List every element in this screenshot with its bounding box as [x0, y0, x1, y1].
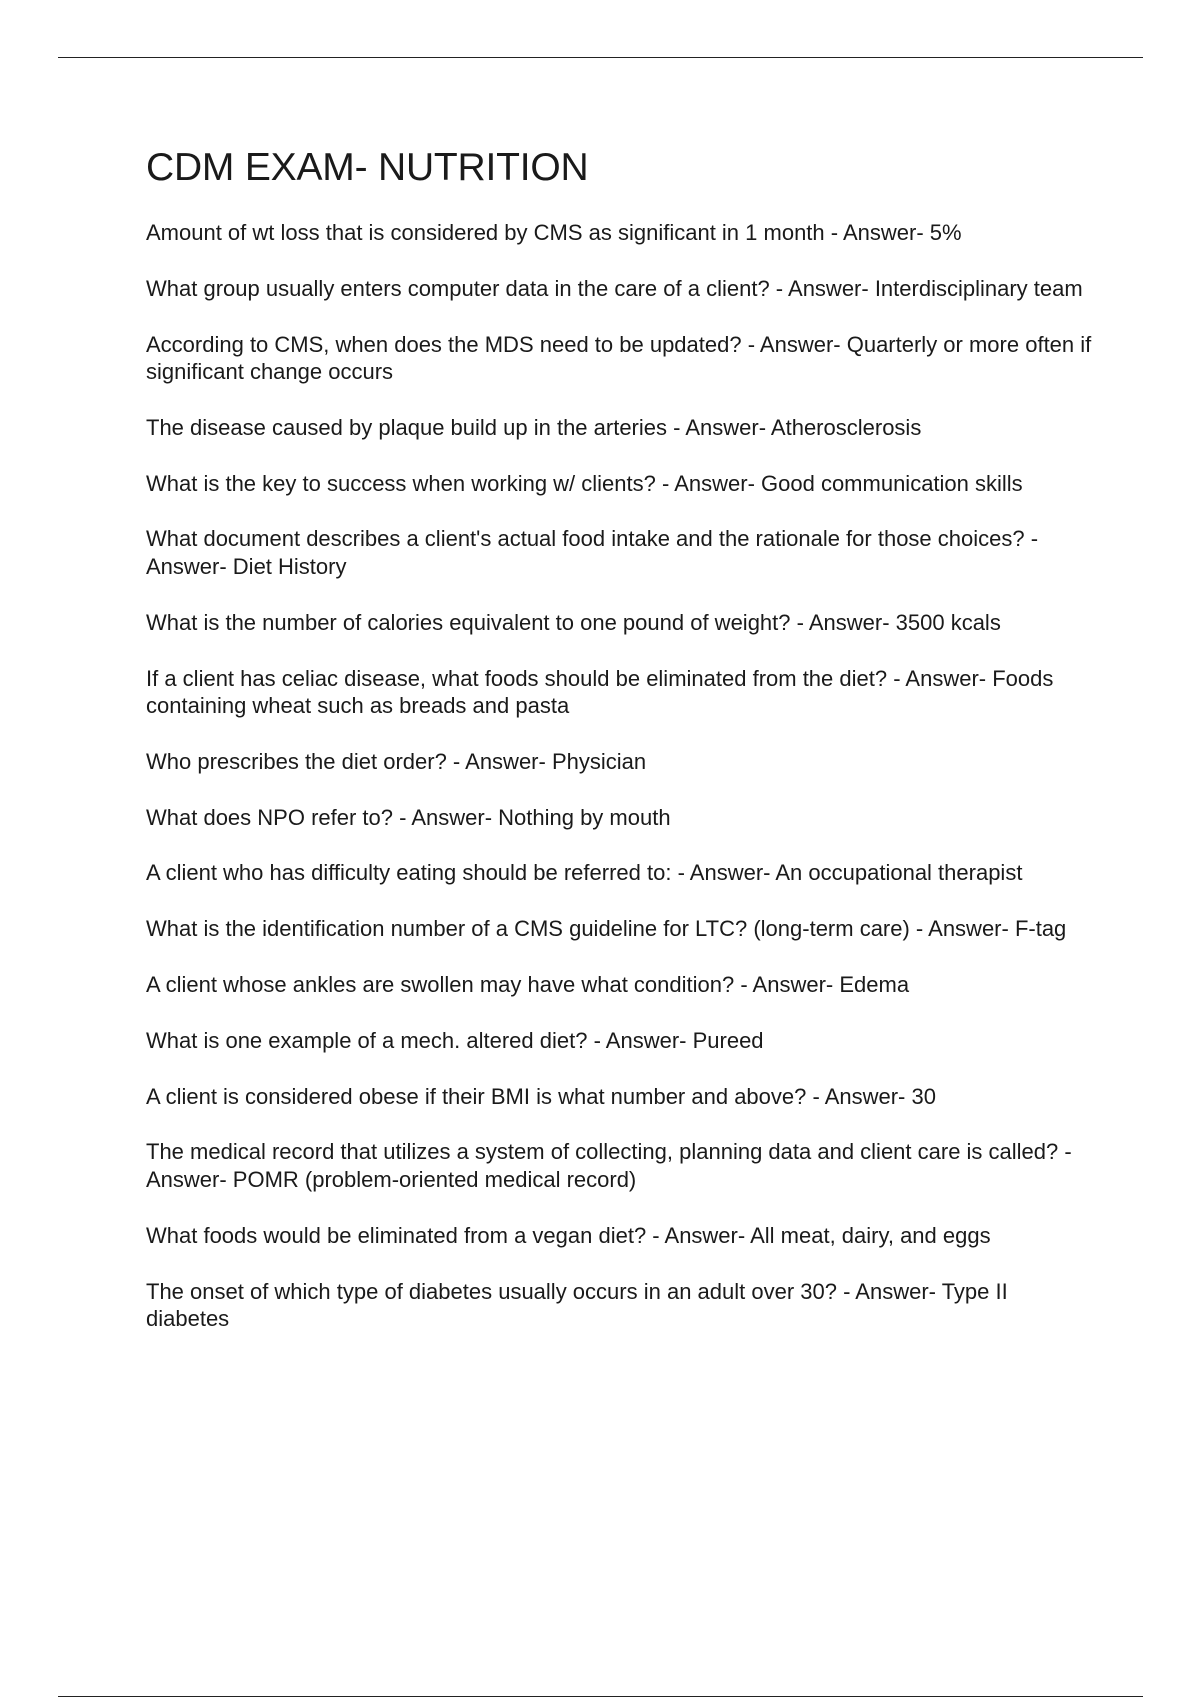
- qa-item: What is the identification number of a CMS guideline for LTC? (long-term care) - Answer- F-tag: [146, 916, 1067, 942]
- bottom-rule: [58, 1696, 1143, 1697]
- qa-item: The onset of which type of diabetes usually occurs in an adult over 30? - Answer- Type II diabetes: [146, 1278, 1008, 1332]
- top-rule: [58, 57, 1143, 58]
- qa-item: According to CMS, when does the MDS need to be updated? - Answer- Quarterly or more often if significant change occurs: [146, 331, 1092, 385]
- qa-item: What is the key to success when working w/ clients? - Answer- Good communication skills: [146, 470, 1023, 496]
- qa-item: Who prescribes the diet order? - Answer- Physician: [146, 748, 647, 774]
- qa-item: What document describes a client's actual food intake and the rationale for those choices? - Answer- Diet History: [146, 526, 1039, 579]
- qa-item: A client who has difficulty eating should be referred to: - Answer- An occupational therapist: [146, 860, 1023, 886]
- qa-item: Amount of wt loss that is considered by CMS as significant in 1 month - Answer- 5%: [146, 220, 962, 245]
- document-body: [146, 140, 1096, 1361]
- qa-item: What is one example of a mech. altered diet? - Answer- Pureed: [146, 1027, 764, 1053]
- qa-item: What group usually enters computer data in the care of a client? - Answer- Interdisciplinary team: [146, 275, 1083, 301]
- qa-item: What is the number of calories equivalent to one pound of weight? - Answer- 3500 kcals: [146, 609, 1001, 635]
- qa-item: A client is considered obese if their BMI is what number and above? - Answer- 30: [146, 1083, 936, 1109]
- qa-item: A client whose ankles are swollen may have what condition? - Answer- Edema: [146, 972, 910, 998]
- document-title: CDM EXAM- NUTRITION: [146, 146, 589, 189]
- qa-list: [146, 219, 1096, 1333]
- qa-item: What foods would be eliminated from a vegan diet? - Answer- All meat, dairy, and eggs: [146, 1222, 991, 1248]
- qa-item: The disease caused by plaque build up in the arteries - Answer- Atherosclerosis: [146, 414, 922, 440]
- qa-item: What does NPO refer to? - Answer- Nothing by mouth: [146, 804, 671, 830]
- qa-item: The medical record that utilizes a system of collecting, planning data and client care is called? - Answer- POMR (problem-oriented medical record): [146, 1139, 1072, 1192]
- qa-item: If a client has celiac disease, what foods should be eliminated from the diet? - Answer- Foods containing wheat such as breads and pasta: [146, 665, 1054, 719]
